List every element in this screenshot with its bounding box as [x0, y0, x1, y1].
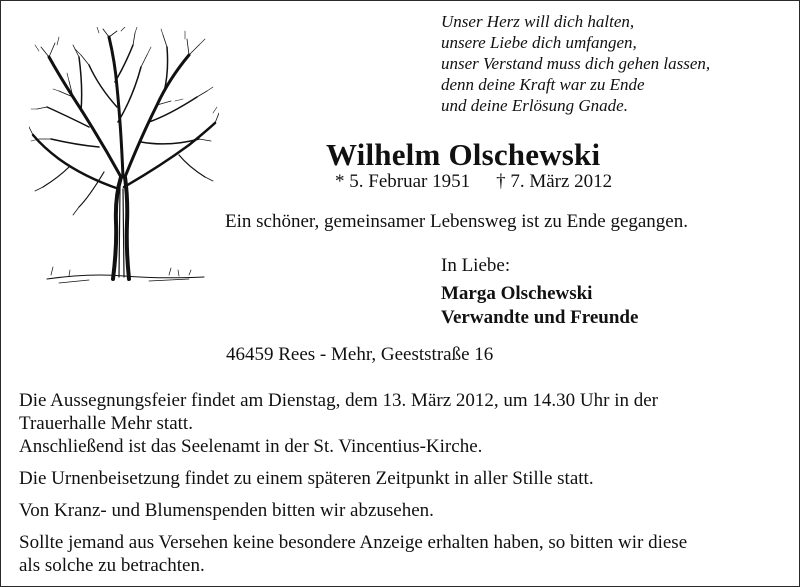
tagline: Ein schöner, gemeinsamer Lebensweg ist zu Ende gegangen. [225, 211, 688, 232]
mourner-name: Verwandte und Freunde [441, 307, 639, 328]
birth-date: * 5. Februar 1951 [335, 171, 471, 192]
poem-line: und deine Erlösung Gnade. [441, 96, 628, 115]
bare-tree-icon [29, 27, 219, 292]
mourner-name: Marga Olschewski [441, 283, 593, 304]
urn-notice: Die Urnenbeisetzung findet zu einem späteren Zeitpunkt in aller Stille statt. [19, 468, 594, 489]
address: 46459 Rees - Mehr, Geeststraße 16 [226, 344, 494, 365]
life-dates [335, 171, 612, 193]
notice-line: Anschließend ist das Seelenamt in der St. Vincentius-Kirche. [19, 436, 483, 457]
poem-line: denn deine Kraft war zu Ende [441, 75, 645, 94]
deceased-name: Wilhelm Olschewski [326, 137, 601, 172]
notice-line: als solche zu betrachten. [19, 555, 205, 576]
mourners-list [441, 282, 638, 330]
funeral-notice [19, 389, 789, 458]
poem-line: unser Verstand muss dich gehen lassen, [441, 54, 711, 73]
death-date: † 7. März 2012 [496, 171, 613, 192]
poem-line: Unser Herz will dich halten, [441, 12, 635, 31]
notice-line: Sollte jemand aus Versehen keine besondere Anzeige erhalten haben, so bitten wir diese [19, 532, 688, 553]
memorial-poem [441, 11, 796, 116]
flowers-notice: Von Kranz- und Blumenspenden bitten wir abzusehen. [19, 500, 434, 521]
notice-line: Trauerhalle Mehr statt. [19, 413, 193, 434]
notices-section [19, 389, 789, 586]
announcement-notice [19, 531, 789, 577]
notice-line: Die Aussegnungsfeier findet am Dienstag, dem 13. März 2012, um 14.30 Uhr in der [19, 390, 659, 411]
poem-line: unsere Liebe dich umfangen, [441, 33, 637, 52]
mourners-label: In Liebe: [441, 255, 511, 276]
